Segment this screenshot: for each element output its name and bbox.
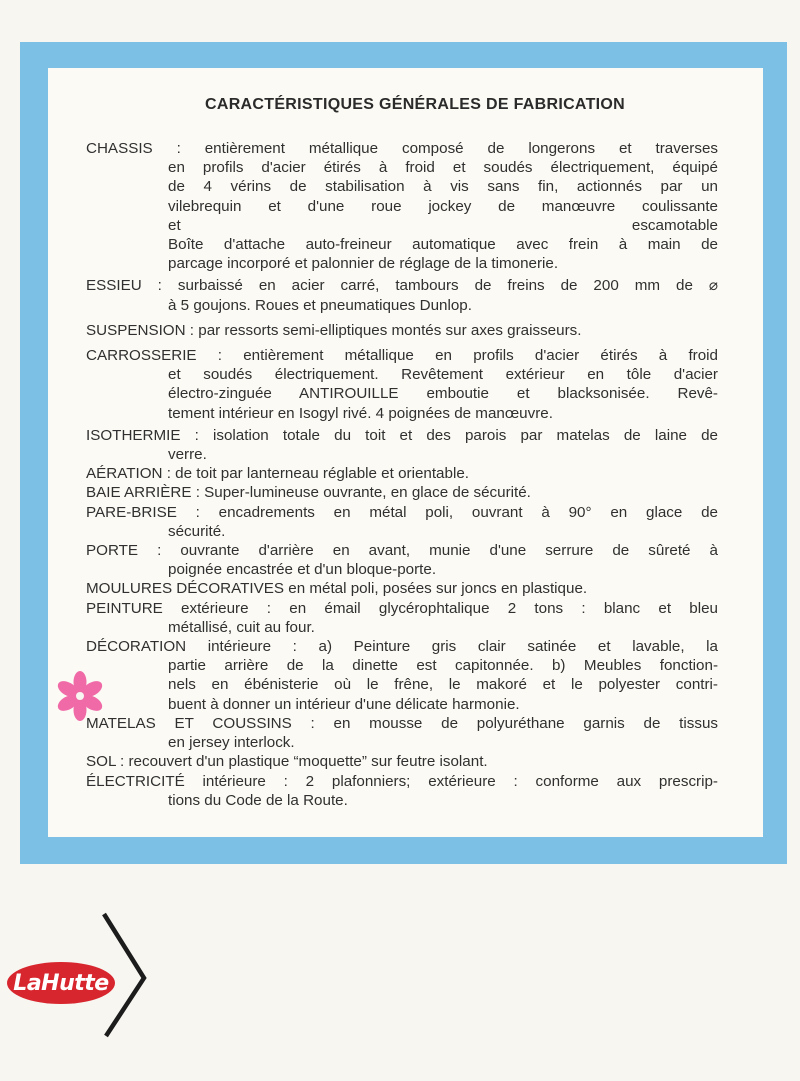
page-title: CARACTÉRISTIQUES GÉNÉRALES DE FABRICATION [204, 96, 626, 113]
spec-entry [86, 464, 718, 483]
specifications-list [86, 139, 718, 810]
spec-line: SOL : recouvert d'un plastique “moquette” sur feutre isolant. [86, 753, 488, 771]
spec-entry [86, 276, 718, 314]
spec-entry [86, 346, 718, 423]
spec-line: métallisé, cuit au four. [168, 618, 315, 636]
spec-line: CHASSIS : entièrement métallique composé de longerons et traverses [86, 140, 718, 157]
spec-entry [86, 139, 718, 273]
spec-entry [86, 599, 718, 637]
spec-line: électro-zinguée ANTIROUILLE emboutie et blacksonisée. Revê- [168, 385, 718, 403]
spec-line: nels en ébénisterie où le frêne, le makoré et le polyester contri- [168, 676, 718, 694]
spec-line: Boîte d'attache auto-freineur automatique avec frein à main de [168, 236, 718, 254]
spec-line: de 4 vérins de stabilisation à vis sans fin, actionnés par un [168, 178, 718, 196]
spec-line: en profils d'acier étirés à froid et soudés électriquement, équipé [168, 159, 718, 177]
spec-entry [86, 752, 718, 771]
spec-line: parcage incorporé et palonnier de réglage de la timonerie. [168, 255, 559, 273]
spec-line: sécurité. [168, 522, 226, 540]
spec-entry [86, 321, 718, 340]
spec-entry [86, 714, 718, 752]
spec-line: et soudés électriquement. Revêtement extérieur en tôle d'acier [168, 366, 718, 384]
spec-line: PORTE : ouvrante d'arrière en avant, munie d'une serrure de sûreté à [86, 542, 718, 560]
spec-line: vilebrequin et d'une roue jockey de manœuvre coulissante [168, 197, 718, 215]
spec-line: buent à donner un intérieur d'une délicate harmonie. [168, 695, 520, 713]
spec-entry [86, 637, 718, 714]
spec-line: PEINTURE extérieure : en émail glycérophtalique 2 tons : blanc et bleu [86, 599, 718, 617]
spec-line: en jersey interlock. [168, 734, 295, 752]
spec-line: SUSPENSION : par ressorts semi-elliptiques montés sur axes graisseurs. [86, 321, 582, 339]
spec-line: ÉLECTRICITÉ intérieure : 2 plafonniers; extérieure : conforme aux prescrip- [86, 772, 718, 790]
spec-line: DÉCORATION intérieure : a) Peinture gris clair satinée et lavable, la [86, 638, 718, 656]
spec-line: et escamotable [168, 216, 718, 234]
spec-entry [86, 426, 718, 464]
asterisk-flower-icon [52, 668, 108, 724]
spec-entry [86, 541, 718, 579]
spec-entry [86, 503, 718, 541]
spec-line: à 5 goujons. Roues et pneumatiques Dunlop. [168, 296, 472, 314]
spec-line: partie arrière de la dinette est capitonnée. b) Meubles fonction- [168, 657, 718, 675]
spec-line: tions du Code de la Route. [168, 791, 348, 809]
spec-line: tement intérieur en Isogyl rivé. 4 poignées de manœuvre. [168, 404, 553, 422]
spec-entry [86, 483, 718, 502]
spec-line: MATELAS ET COUSSINS : en mousse de polyuréthane garnis de tissus [86, 714, 718, 732]
logo-text: LaHutte [13, 970, 109, 996]
spec-line: PARE-BRISE : encadrements en métal poli, ouvrant à 90° en glace de [86, 503, 718, 521]
spec-line: ISOTHERMIE : isolation totale du toit et des parois par matelas de laine de [86, 426, 718, 444]
spec-line: MOULURES DÉCORATIVES en métal poli, posées sur joncs en plastique. [86, 580, 588, 598]
spec-line: CARROSSERIE : entièrement métallique en profils d'acier étirés à froid [86, 347, 718, 365]
spec-line: AÉRATION : de toit par lanterneau réglable et orientable. [86, 465, 469, 483]
spec-entry [86, 772, 718, 810]
spec-line: ESSIEU : surbaissé en acier carré, tambours de freins de 200 mm de ⌀ [86, 277, 718, 295]
spec-line: poignée encastrée et d'un bloque-porte. [168, 561, 437, 579]
spec-entry [86, 579, 718, 598]
spec-line: verre. [168, 446, 207, 464]
spec-line: BAIE ARRIÈRE : Super-lumineuse ouvrante, en glace de sécurité. [86, 484, 531, 502]
